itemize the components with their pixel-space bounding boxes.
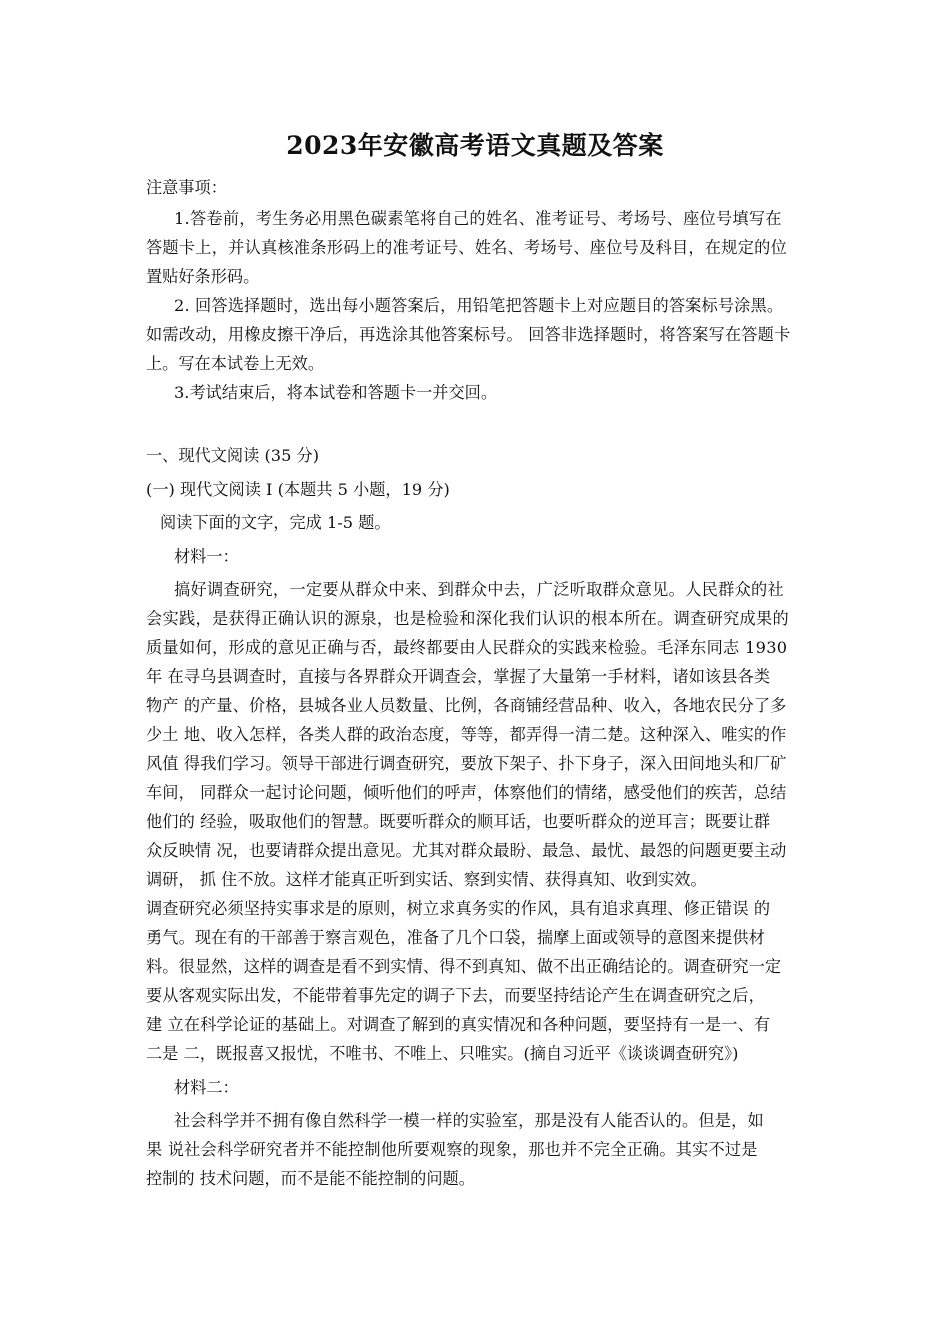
paragraph-line: 1.答卷前，考生务必用黑色碳素笔将自己的姓名、准考证号、考场号、座位号填写在 [174, 209, 782, 228]
paragraph-line: 风值 得我们学习。领导干部进行调查研究，要放下架子、扑下身子，深入田间地头和厂矿 [146, 754, 787, 773]
paragraph-line: 2. 回答选择题时，选出每小题答案后，用铅笔把答题卡上对应题目的答案标号涂黑。 [174, 296, 784, 315]
paragraph-line: 置贴好条形码。 [146, 267, 260, 286]
paragraph-line: 会实践，是获得正确认识的源泉，也是检验和深化我们认识的根本所在。调查研究成果的 [146, 609, 790, 628]
instruction-line: 阅读下面的文字，完成 1-5 题。 [160, 513, 391, 532]
paragraph-line: 年 在寻乌县调查时，直接与各界群众开调查会，掌握了大量第一手材料，诸如该县各类 [146, 667, 771, 686]
notice-heading: 注意事项： [146, 178, 227, 197]
paragraph-line: 要从客观实际出发，不能带着事先定的调子下去，而要坚持结论产生在调查研究之后， [146, 986, 765, 1005]
paragraph-line: 如需改动，用橡皮擦干净后，再选涂其他答案标号。 回答非选择题时，将答案写在答题卡 [146, 325, 791, 344]
subsection-heading: (一) 现代文阅读 I (本题共 5 小题，19 分) [146, 480, 450, 499]
document-title: 2023年安徽高考语文真题及答案 [286, 131, 664, 160]
paragraph-line: 建 立在科学论证的基础上。对调查了解到的真实情况和各种问题，要坚持有一是一、有 [146, 1015, 771, 1034]
paragraph-line: 物产 的产量、价格，县城各业人员数量、比例，各商铺经营品种、收入，各地农民分了多 [146, 696, 787, 715]
paragraph-line: 勇气。现在有的干部善于察言观色，准备了几个口袋，揣摩上面或领导的意图来提供材 [146, 928, 765, 947]
paragraph-line: 众反映情 况，也要请群众提出意见。尤其对群众最盼、最急、最忧、最怨的问题更要主动 [146, 841, 787, 860]
paragraph-line: 果 说社会科学研究者并不能控制他所要观察的现象，那也并不完全正确。其实不过是 [146, 1140, 758, 1159]
paragraph-line: 社会科学并不拥有像自然科学一模一样的实验室，那是没有人能否认的。但是，如 [174, 1111, 764, 1130]
paragraph-line: 车间， 同群众一起讨论问题，倾听他们的呼声，体察他们的情绪，感受他们的疾苦，总结 [146, 783, 787, 802]
paragraph-line: 料。很显然，这样的调查是看不到实情、得不到真知、做不出正确结论的。调查研究一定 [146, 957, 782, 976]
paragraph-line: 搞好调查研究，一定要从群众中来、到群众中去，广泛听取群众意见。人民群众的社 [174, 580, 785, 599]
paragraph-line: 上。写在本试卷上无效。 [146, 354, 325, 373]
paragraph-line: 二是 二，既报喜又报忧，不唯书、不唯上、只唯实。(摘自习近平《谈谈调查研究》) [146, 1044, 739, 1063]
material-heading: 材料一： [174, 547, 239, 566]
material-heading: 材料二： [174, 1078, 239, 1097]
paragraph-line: 调研， 抓 住不放。这样才能真正听到实话、察到实情、获得真知、收到实效。 [146, 870, 707, 889]
paragraph-line: 答题卡上，并认真核准条形码上的准考证号、姓名、考场号、座位号及科目，在规定的位 [146, 238, 788, 257]
paragraph-line: 质量如何，形成的意见正确与否，最终都要由人民群众的实践来检验。毛泽东同志 1930 [146, 638, 788, 657]
section-heading: 一、现代文阅读 (35 分) [146, 446, 320, 465]
paragraph-line: 少土 地、收入怎样，各类人群的政治态度，等等，都弄得一清二楚。这种深入、唯实的作 [146, 725, 787, 744]
paragraph-line: 调查研究必须坚持实事求是的原则，树立求真务实的作风，具有追求真理、修正错误 的 [146, 899, 771, 918]
paragraph-line: 他们的 经验，吸取他们的智慧。既要听群众的顺耳话，也要听群众的逆耳言；既要让群 [146, 812, 771, 831]
paragraph-line: 3.考试结束后，将本试卷和答题卡一并交回。 [174, 383, 498, 402]
paragraph-line: 控制的 技术问题，而不是能不能控制的问题。 [146, 1169, 475, 1188]
